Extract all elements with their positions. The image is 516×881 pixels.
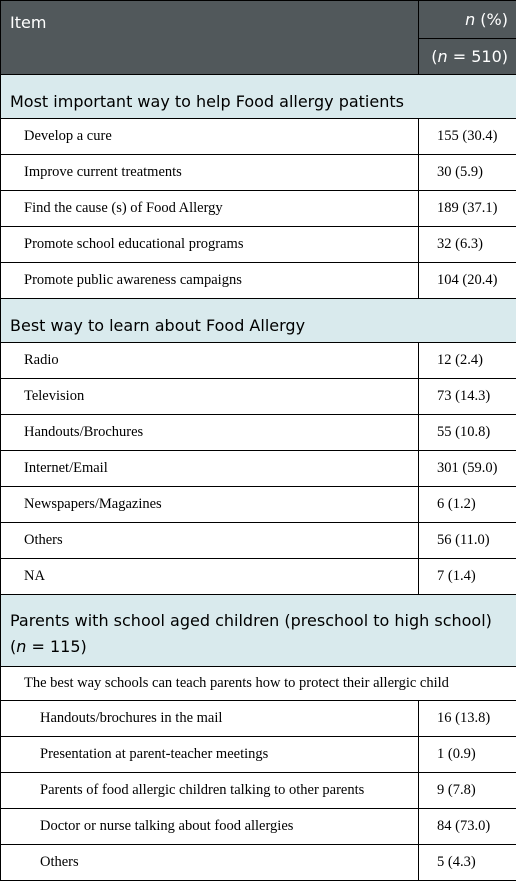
table-row <box>1 155 516 191</box>
row-value: 1 (0.9) <box>419 737 516 773</box>
table-row <box>1 701 516 737</box>
section-title <box>1 595 516 667</box>
row-label: Parents of food allergic children talking to other parents <box>1 773 419 809</box>
row-label: Promote school educational programs <box>1 227 419 263</box>
row-label: NA <box>1 559 419 595</box>
table-row <box>1 451 516 487</box>
row-value: 32 (6.3) <box>419 227 516 263</box>
row-label: Others <box>1 845 419 881</box>
row-value: 9 (7.8) <box>419 773 516 809</box>
row-value: 56 (11.0) <box>419 523 516 559</box>
row-value: 16 (13.8) <box>419 701 516 737</box>
table-row <box>1 809 516 845</box>
section-help-patients-rows <box>1 119 516 299</box>
row-label: Improve current treatments <box>1 155 419 191</box>
table-row <box>1 415 516 451</box>
row-label: Presentation at parent-teacher meetings <box>1 737 419 773</box>
table-row <box>1 523 516 559</box>
section-title-line2: (n = 115) <box>10 634 516 660</box>
row-value: 301 (59.0) <box>419 451 516 487</box>
row-value: 6 (1.2) <box>419 487 516 523</box>
section-learn-rows <box>1 343 516 595</box>
section-heading-learn <box>1 299 516 343</box>
section-title: Best way to learn about Food Allergy <box>1 299 516 343</box>
table-row <box>1 343 516 379</box>
table-row <box>1 773 516 809</box>
section-title: Most important way to help Food allergy patients <box>1 75 516 119</box>
section-heading-school-parents <box>1 595 516 667</box>
row-label: Develop a cure <box>1 119 419 155</box>
row-value: 12 (2.4) <box>419 343 516 379</box>
column-header-n-percent: n (%) <box>419 1 516 39</box>
row-value: 5 (4.3) <box>419 845 516 881</box>
row-label: Newspapers/Magazines <box>1 487 419 523</box>
row-label: Others <box>1 523 419 559</box>
row-value: 7 (1.4) <box>419 559 516 595</box>
section-title-line1: Parents with school aged children (preschool to high school) <box>10 608 516 634</box>
table-row <box>1 191 516 227</box>
table-row <box>1 487 516 523</box>
row-label: Handouts/brochures in the mail <box>1 701 419 737</box>
column-header-item: Item <box>1 1 419 75</box>
table-row <box>1 227 516 263</box>
subheading: The best way schools can teach parents how to protect their allergic child <box>1 667 516 701</box>
section-heading-help-patients <box>1 75 516 119</box>
row-value: 155 (30.4) <box>419 119 516 155</box>
section-school-parents-rows <box>1 701 516 881</box>
row-value: 30 (5.9) <box>419 155 516 191</box>
row-label: Find the cause (s) of Food Allergy <box>1 191 419 227</box>
row-value: 189 (37.1) <box>419 191 516 227</box>
row-label: Radio <box>1 343 419 379</box>
row-value: 104 (20.4) <box>419 263 516 299</box>
row-label: Doctor or nurse talking about food allergies <box>1 809 419 845</box>
table-row <box>1 379 516 415</box>
table-row <box>1 559 516 595</box>
table-row <box>1 737 516 773</box>
row-value: 55 (10.8) <box>419 415 516 451</box>
row-value: 73 (14.3) <box>419 379 516 415</box>
subheading-row <box>1 667 516 701</box>
header-row <box>1 1 516 39</box>
row-label: Television <box>1 379 419 415</box>
row-label: Internet/Email <box>1 451 419 487</box>
table-row <box>1 119 516 155</box>
row-label: Handouts/Brochures <box>1 415 419 451</box>
row-label: Promote public awareness campaigns <box>1 263 419 299</box>
table-row <box>1 845 516 881</box>
row-value: 84 (73.0) <box>419 809 516 845</box>
table-row <box>1 263 516 299</box>
column-header-total: (n = 510) <box>419 39 516 75</box>
